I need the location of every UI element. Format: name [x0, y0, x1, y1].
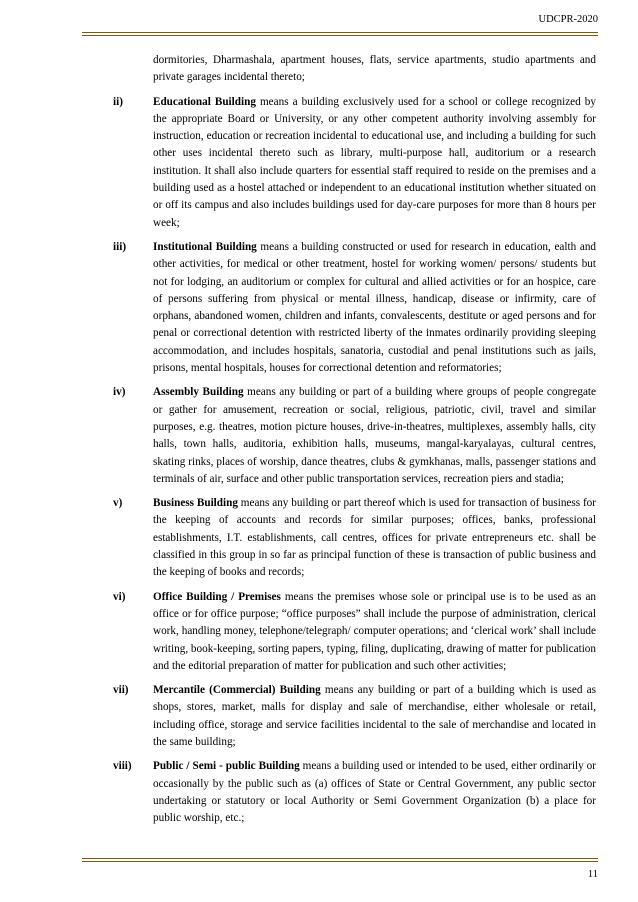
- definition-item: [0, 94, 638, 232]
- defined-term: Office Building / Premises: [153, 590, 281, 603]
- page-number: 11: [587, 869, 598, 880]
- definition-text: means any building or part of a building where groups of people congregate or gather for amusement, recreation or social, religious, patriotic, civil, travel and similar purposes, e.g. theatres, motion picture houses, drive-in-theatres, multiplexes, assembly halls, city halls, town halls, auditoria, exhibition halls, museums, mangal-karyalayas, cultural centres, skating rinks, places of worship, dance theatres, clubs & gymkhanas, malls, passenger stations and terminals of air, surface and other public transportation services, recreation piers and stadia;: [153, 386, 597, 485]
- definition-item: [0, 758, 638, 827]
- definition-text: means a building exclusively used for a school or college recognized by the appropriate Board or University, or any other competent authority involving assembly for instruction, education or recreation incidental to educational use, and including a building for such other uses incidental thereto such as library, multi-purpose hall, auditorium or a research institution. It shall also include quarters for essential staff required to reside on the premises and a building used as a hostel attached or independent to an educational institution whether situated on or off its campus and also includes buildings used for day-care purposes for more than 8 hours per week;: [153, 95, 596, 229]
- defined-term: Educational Building: [153, 95, 256, 108]
- document-code: UDCPR-2020: [538, 14, 598, 25]
- definition-text: means the premises whose sole or principal use is to be used as an office or for office purpose; “office purposes” shall include the purpose of administration, clerical work, handling money, telephone/telegraph/ computer operations; and ‘clerical work’ shall include writing, book-keeping, sorting papers, typing, filing, duplicating, drawing of matter for publication and the editorial preparation of matter for publication and such other activities;: [153, 590, 596, 672]
- item-number: viii): [113, 760, 132, 773]
- item-number: iii): [113, 240, 127, 253]
- definition-item: [0, 495, 638, 581]
- defined-term: Mercantile (Commercial) Building: [153, 684, 321, 697]
- definition-item: [0, 589, 638, 675]
- definition-item: [0, 682, 638, 751]
- definition-text: means a building constructed or used for research in education, ealth and other activities, for medical or other treatment, hostel for working women/ persons/ students but not for lodging, an auditorium or complex for cultural and allied activities or for an hospice, care of persons suffering from physical or mental illness, handicap, disease or infirmity, care of orphans, abandoned women, children and infants, convalescents, destitute or aged persons and for penal or correctional detention with restricted liberty of the inmates ordinarily providing sleeping accommodation, and includes hospitals, sanatoria, custodial and penal institutions such as jails, prisons, mental hospitals, houses for correctional detention and reformatories;: [153, 240, 597, 375]
- footer-rule: [82, 858, 598, 862]
- definition-item: [0, 384, 638, 488]
- continuation-paragraph: dormitories, Dharmashala, apartment houses, flats, service apartments, studio apartments and private garages incidental thereto;: [153, 54, 596, 84]
- item-number: vi): [113, 590, 126, 603]
- definition-text: means a building used or intended to be used, either ordinarily or occasionally by the public such as (a) offices of State or Central Government, any public sector undertaking or statutory or local Authority or Semi Government Organization (b) a place for public worship, etc.;: [153, 760, 596, 825]
- defined-term: Assembly Building: [153, 386, 244, 399]
- document-body: [0, 52, 638, 834]
- defined-term: Public / Semi - public Building: [153, 760, 300, 773]
- defined-term: Business Building: [153, 497, 238, 510]
- defined-term: Institutional Building: [153, 240, 257, 253]
- definition-text: means any building or part of a building which is used as shops, stores, market, malls for display and sale of merchandise, either wholesale or retail, including office, storage and service facilities incidental to the sale of merchandise and located in the same building;: [153, 684, 596, 748]
- item-number: ii): [113, 95, 123, 108]
- definition-text: means any building or part thereof which is used for transaction of business for the keeping of accounts and records for similar purposes; offices, banks, professional establishments, I.T. establishments, call centres, offices for private entrepreneurs etc. shall be classified in this group in so far as principal function of these is transaction of public business and the keeping of books and records;: [153, 497, 597, 579]
- item-number: iv): [113, 386, 126, 399]
- item-number: vii): [113, 684, 129, 697]
- definition-item: [0, 239, 638, 377]
- header-rule: [82, 32, 598, 36]
- item-number: v): [113, 497, 123, 510]
